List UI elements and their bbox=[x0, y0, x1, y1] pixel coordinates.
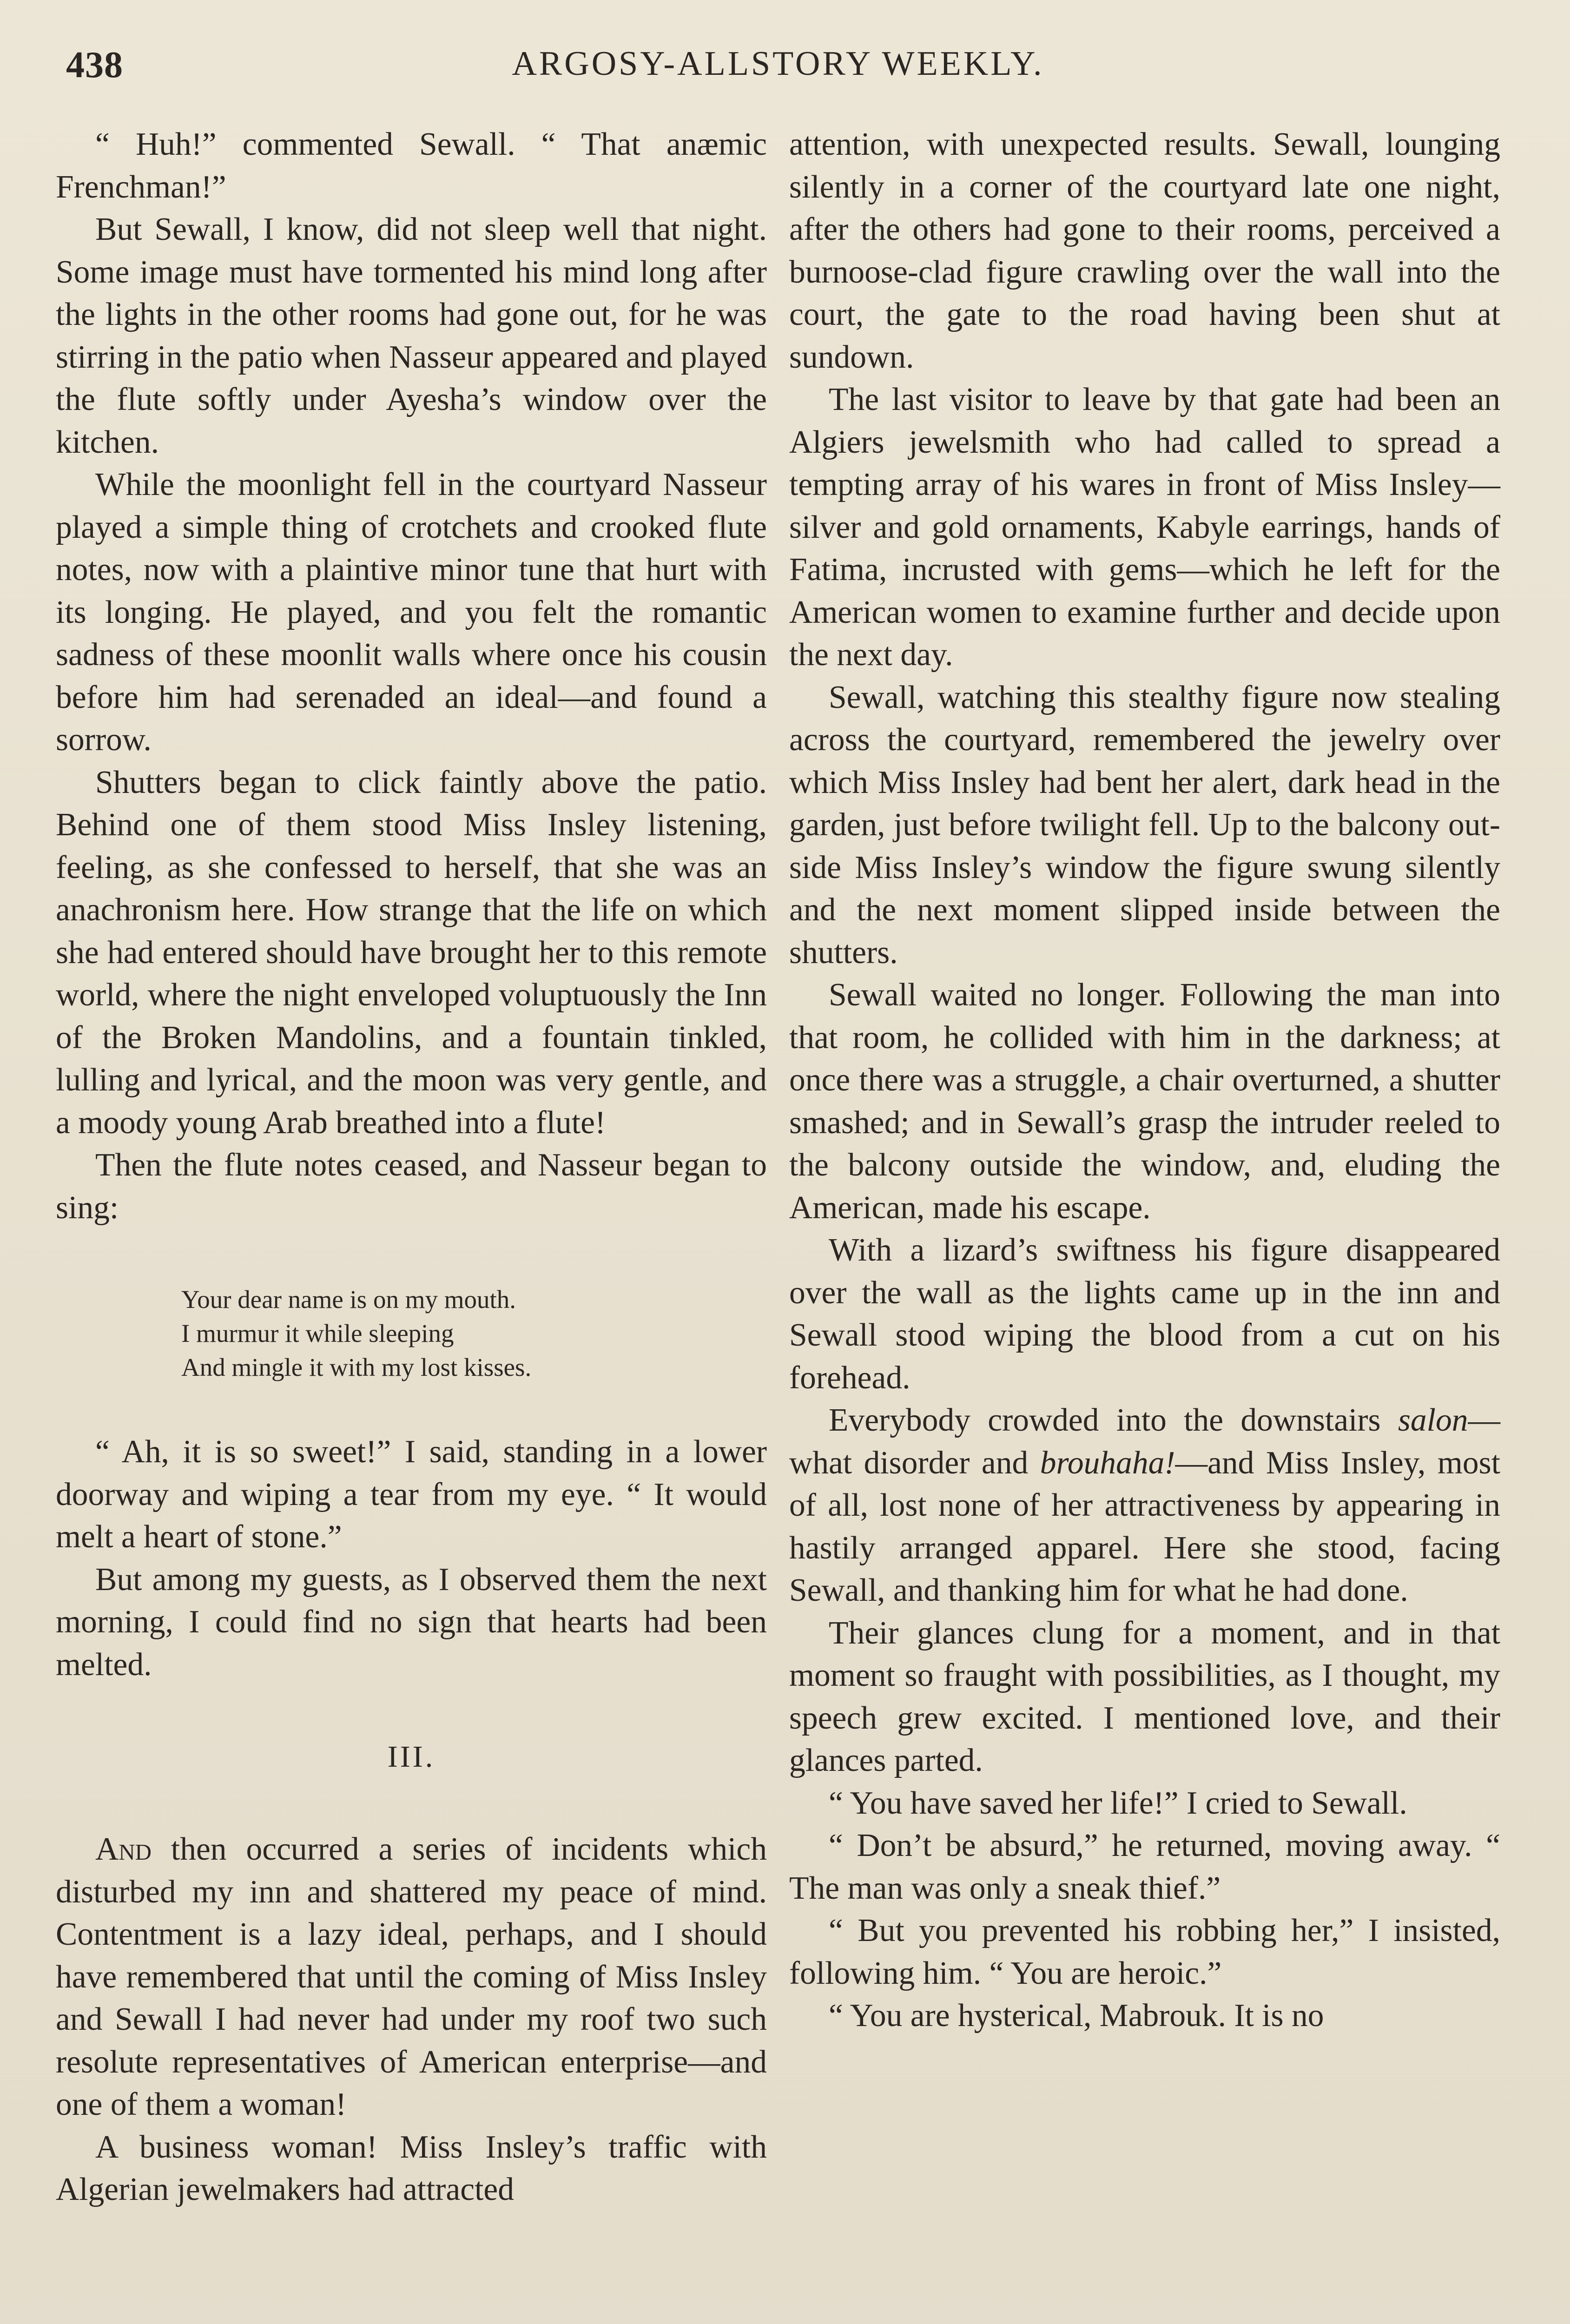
paragraph: attention, with unexpected results. Sewall, lounging silently in a corner of the courtyard late one night, after the others had gone to their rooms, perceived a burnoose-clad figure crawling over the wall into the court, the gate to the road having been shut at sundown. bbox=[789, 126, 1500, 375]
paragraph: “ But you prevented his robbing her,” I insisted, following him. “ You are heroic.” bbox=[789, 1913, 1500, 1991]
page-number: 438 bbox=[66, 45, 123, 86]
paragraph-text: —what disorder and bbox=[789, 1402, 1500, 1481]
verse-line: Your dear name is on my mouth. bbox=[181, 1285, 516, 1314]
right-column bbox=[789, 123, 1500, 2211]
paragraph: With a lizard’s swiftness his figure disappeared over the wall as the lights came up in the inn and Sewall stood wiping the blood from a cut on his forehead. bbox=[789, 1232, 1500, 1396]
paragraph-text: Everybody crowded into the downstairs bbox=[829, 1402, 1398, 1438]
running-head: ARGOSY-ALLSTORY WEEKLY. bbox=[512, 45, 1044, 83]
paragraph: But among my guests, as I observed them the next morning, I could find no sign that hearts had been melted. bbox=[56, 1561, 767, 1683]
paragraph-text: —and Miss Insley, most of all, lost none of her attractiveness by appearing in hastily arranged apparel. Here she stood, facing Sewall, and thanking him for what he had done. bbox=[789, 1445, 1501, 1608]
text-columns bbox=[56, 123, 1500, 2211]
italic-word: brouhaha! bbox=[1040, 1445, 1175, 1481]
paragraph bbox=[56, 1828, 767, 2126]
drop-word: And bbox=[95, 1831, 152, 1867]
page-header bbox=[56, 44, 1500, 95]
paragraph: Then the flute notes ceased, and Nasseur began to sing: bbox=[56, 1147, 767, 1226]
verse-line: I murmur it while sleeping bbox=[181, 1319, 454, 1347]
italic-word: salon bbox=[1398, 1402, 1468, 1438]
paragraph: The last visitor to leave by that gate had been an Algiers jewelsmith who had called to spread a tempting array of his wares in front of Miss Insley—silver and gold ornaments, Kabyle earrings, hands of Fatima, incrusted with gems—which he left for the American women to examine further and decide upon the next day. bbox=[789, 382, 1500, 673]
paragraph: “ You have saved her life!” I cried to Sewall. bbox=[829, 1785, 1407, 1821]
paragraph: “ Huh!” commented Sewall. “ That anæmic Frenchman!” bbox=[56, 126, 767, 205]
left-column bbox=[56, 123, 767, 2211]
paragraph: “ Don’t be absurd,” he returned, moving away. “ The man was only a sneak thief.” bbox=[789, 1828, 1500, 1906]
song-verse bbox=[181, 1282, 767, 1384]
verse-line: And mingle it with my lost kisses. bbox=[181, 1353, 532, 1381]
paragraph: Sewall waited no longer. Following the man into that room, he collided with him in the darkness; at once there was a struggle, a chair overturned, a shutter smashed; and in Sewall’s grasp the intruder reeled to the balcony outside the window, and, eluding the American, made his escape. bbox=[789, 977, 1500, 1226]
paragraph bbox=[789, 1399, 1500, 1612]
paragraph: But Sewall, I know, did not sleep well that night. Some image must have tormented his mind long after the lights in the other rooms had gone out, for he was stirring in the patio when Nasseur appeared and played the flute softly under Ayesha’s window over the kitchen. bbox=[56, 211, 767, 460]
section-heading: III. bbox=[387, 1740, 435, 1774]
paragraph: “ Ah, it is so sweet!” I said, standing in a lower doorway and wiping a tear from my eye. “ It would melt a heart of stone.” bbox=[56, 1434, 767, 1555]
paragraph: Sewall, watching this stealthy figure now stealing across the courtyard, remembered the jewelry over which Miss Insley had bent her alert, dark head in the garden, just before twilight fell. Up to the balcony outside Miss Insley’s window the figure swung silently and the next moment slipped inside between the shutters. bbox=[789, 679, 1500, 971]
paragraph: Their glances clung for a moment, and in that moment so fraught with possibilities, as I thought, my speech grew excited. I mentioned love, and their glances parted. bbox=[789, 1615, 1500, 1778]
paragraph: “ You are hysterical, Mabrouk. It is no bbox=[829, 1998, 1324, 2034]
paragraph: Shutters began to click faintly above the patio. Behind one of them stood Miss Insley listening, feeling, as she confessed to herself, that she was an anachronism here. How strange that the life on which she had entered should have brought her to this remote world, where the night enveloped voluptuously the Inn of the Broken Mandolins, and a fountain tinkled, lulling and lyrical, and the moon was very gentle, and a moody young Arab breathed into a flute! bbox=[56, 764, 767, 1141]
paragraph: While the moonlight fell in the courtyard Nasseur played a simple thing of crotchets and crooked flute notes, now with a plaintive minor tune that hurt with its longing. He played, and you felt the romantic sadness of these moonlit walls where once his cousin before him had serenaded an ideal—and found a sorrow. bbox=[56, 467, 767, 758]
paragraph: A business woman! Miss Insley’s traffic with Algerian jewelmakers had attracted bbox=[56, 2129, 767, 2207]
paragraph-text: then occurred a series of incidents which disturbed my inn and shattered my peace of mind. Contentment is a lazy ideal, perhaps, and I should have remembered that until the coming of Miss Insley and Sewall I had never had under my roof two such resolute representatives of American enterprise—and one of them a woman! bbox=[56, 1831, 767, 2122]
